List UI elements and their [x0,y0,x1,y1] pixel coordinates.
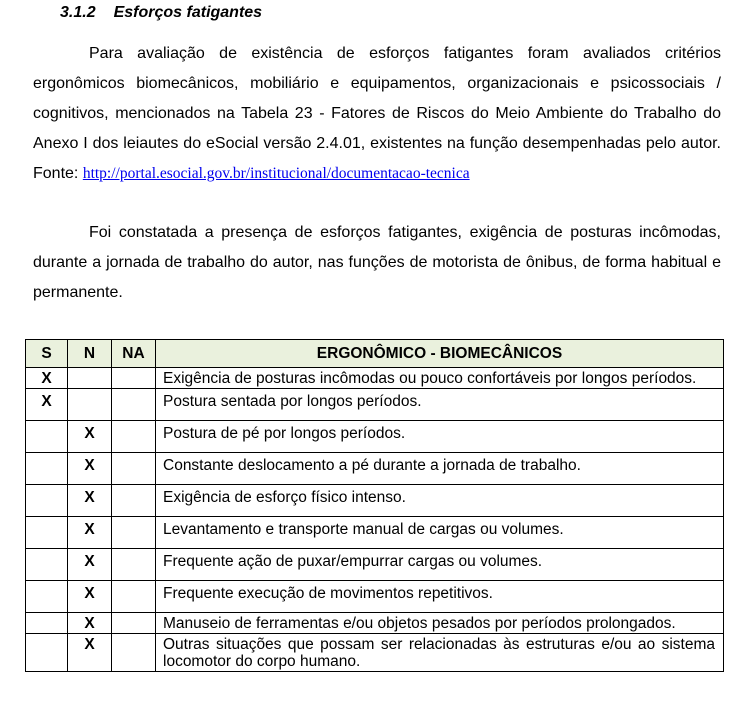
header-category: ERGONÔMICO - BIOMECÂNICOS [156,340,724,368]
table-row [26,581,724,613]
cell-n: X [68,517,112,549]
cell-na [112,389,156,421]
table-row [26,421,724,453]
cell-description: Postura sentada por longos períodos. [156,389,724,421]
cell-n: X [68,581,112,613]
cell-na [112,517,156,549]
cell-na [112,581,156,613]
table-row [26,549,724,581]
cell-na [112,368,156,389]
source-link[interactable]: http://portal.esocial.gov.br/institucional/documentacao-tecnica [82,165,470,182]
cell-s [26,634,68,672]
table-row [26,368,724,389]
cell-na [112,634,156,672]
cell-s [26,453,68,485]
cell-n: X [68,634,112,672]
cell-na [112,421,156,453]
cell-n: X [68,421,112,453]
table-row [26,389,724,421]
cell-na [112,549,156,581]
paragraph-finding: Foi constatada a presença de esforços fatigantes, exigência de posturas incômodas, durante a jornada de trabalho do autor, nas funções de motorista de ônibus, de forma habitual e permanente. [33,224,721,301]
cell-na [112,613,156,634]
paragraph-evaluation-text: Para avaliação de existência de esforços fatigantes foram avaliados critérios ergonômicos biomecânicos, mobiliário e equipamentos, organizacionais e psicossociais / cognitivos, mencionados na Tabela 23 - Fatores de Riscos do Meio Ambiente do Trabalho do Anexo I dos leiautes do eSocial versão 2.4.01, existentes na função desempenhadas pelo autor. Fonte: [33,45,721,182]
header-na: NA [112,340,156,368]
table-header-row [26,340,724,368]
cell-s [26,485,68,517]
table-row [26,517,724,549]
cell-s [26,517,68,549]
cell-description: Outras situações que possam ser relacionadas às estruturas e/ou ao sistema locomotor do corpo humano. [156,634,724,672]
cell-s [26,421,68,453]
paragraph-evaluation [33,39,721,189]
cell-na [112,485,156,517]
section-number: 3.1.2 [60,4,96,21]
cell-s: X [26,389,68,421]
cell-description: Manuseio de ferramentas e/ou objetos pesados por períodos prolongados. [156,613,724,634]
ergonomic-table [25,339,724,672]
section-title: Esforços fatigantes [113,4,263,21]
cell-s [26,613,68,634]
cell-description: Exigência de esforço físico intenso. [156,485,724,517]
table-row [26,453,724,485]
cell-description: Postura de pé por longos períodos. [156,421,724,453]
cell-s: X [26,368,68,389]
cell-n [68,389,112,421]
header-n: N [68,340,112,368]
cell-description: Levantamento e transporte manual de cargas ou volumes. [156,517,724,549]
table-row [26,634,724,672]
header-s: S [26,340,68,368]
cell-n [68,368,112,389]
section-heading [60,4,262,22]
cell-s [26,581,68,613]
cell-n: X [68,453,112,485]
table-row [26,485,724,517]
cell-description: Constante deslocamento a pé durante a jornada de trabalho. [156,453,724,485]
cell-na [112,453,156,485]
cell-n: X [68,613,112,634]
cell-description: Exigência de posturas incômodas ou pouco confortáveis por longos períodos. [156,368,724,389]
cell-s [26,549,68,581]
cell-description: Frequente execução de movimentos repetitivos. [156,581,724,613]
cell-description: Frequente ação de puxar/empurrar cargas ou volumes. [156,549,724,581]
cell-n: X [68,485,112,517]
table-row [26,613,724,634]
cell-n: X [68,549,112,581]
